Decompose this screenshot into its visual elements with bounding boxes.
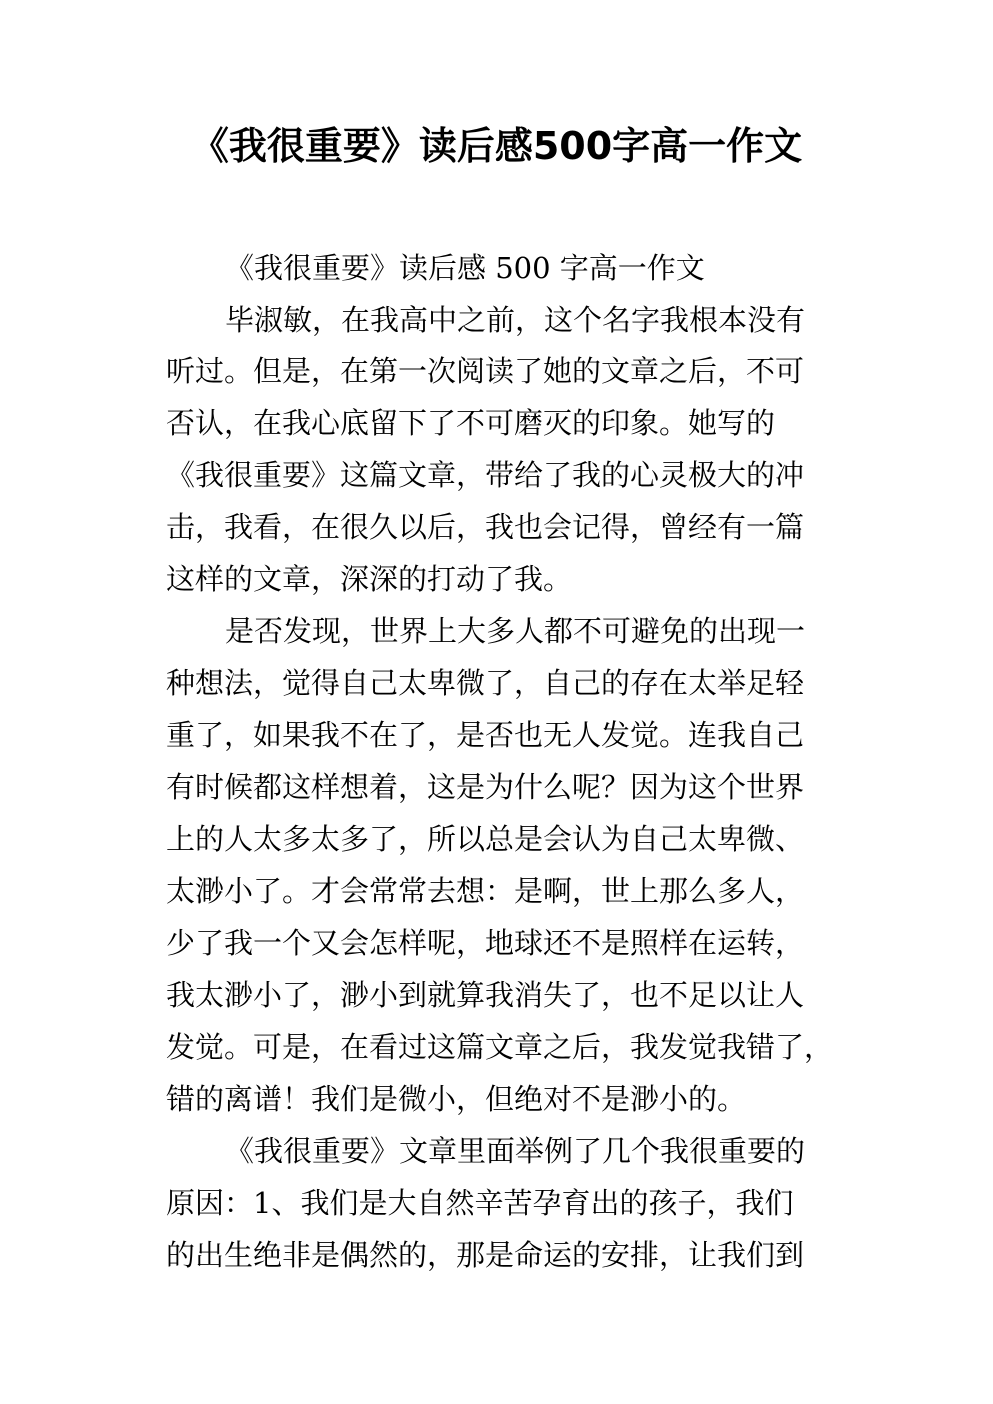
body-line: 发觉。可是，在看过这篇文章之后，我发觉我错了， <box>166 1030 834 1064</box>
body-line: 上的人太多太多了，所以总是会认为自己太卑微、 <box>166 822 805 856</box>
body-line: 太渺小了。才会常常去想：是啊，世上那么多人， <box>166 874 805 908</box>
body-line: 少了我一个又会怎样呢，地球还不是照样在运转， <box>166 926 805 960</box>
body-line: 这样的文章，深深的打动了我。 <box>166 562 573 596</box>
document-title: 《我很重要》读后感500字高一作文 <box>190 124 803 168</box>
body-line: 种想法，觉得自己太卑微了，自己的存在太举足轻 <box>166 666 805 700</box>
body-line: 的出生绝非是偶然的，那是命运的安排，让我们到 <box>166 1238 805 1272</box>
body-line: 原因：1、我们是大自然辛苦孕育出的孩子，我们 <box>166 1186 794 1220</box>
body-line: 《我很重要》文章里面举例了几个我很重要的 <box>225 1134 806 1168</box>
subtitle-line: 《我很重要》读后感 500 字高一作文 <box>225 251 705 285</box>
body-line: 击，我看，在很久以后，我也会记得，曾经有一篇 <box>166 510 805 544</box>
body-line: 我太渺小了，渺小到就算我消失了，也不足以让人 <box>166 978 805 1012</box>
body-line: 毕淑敏，在我高中之前，这个名字我根本没有 <box>225 303 806 337</box>
body-line: 否认，在我心底留下了不可磨灭的印象。她写的 <box>166 406 776 440</box>
body-line: 错的离谱！我们是微小，但绝对不是渺小的。 <box>166 1082 747 1116</box>
body-line: 听过。但是，在第一次阅读了她的文章之后，不可 <box>166 354 805 388</box>
body-line: 《我很重要》这篇文章，带给了我的心灵极大的冲 <box>166 458 805 492</box>
body-line: 重了，如果我不在了，是否也无人发觉。连我自己 <box>166 718 805 752</box>
body-line: 有时候都这样想着，这是为什么呢？因为这个世界 <box>166 770 805 804</box>
body-line: 是否发现，世界上大多人都不可避免的出现一 <box>225 614 806 648</box>
